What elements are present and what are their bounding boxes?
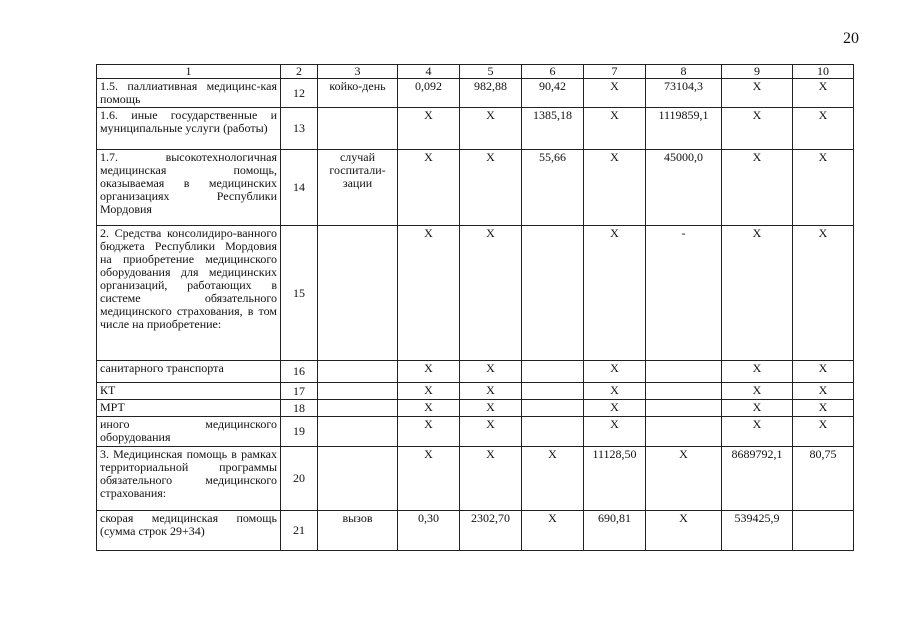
table-cell-c10: Х bbox=[793, 361, 854, 383]
table-cell-c3 bbox=[318, 383, 398, 400]
table-cell-c9: 539425,9 bbox=[722, 511, 793, 551]
table-cell-c3 bbox=[318, 108, 398, 150]
table-cell-c6: 55,66 bbox=[522, 150, 584, 226]
table-cell-c4: Х bbox=[398, 383, 460, 400]
table-cell-c8: - bbox=[646, 226, 722, 361]
table-cell-c9: Х bbox=[722, 417, 793, 447]
table-cell-c7: 11128,50 bbox=[584, 447, 646, 511]
header-cell: 9 bbox=[722, 65, 793, 79]
table-cell-c4: Х bbox=[398, 417, 460, 447]
table-cell-c1: санитарного транспорта bbox=[97, 361, 281, 383]
header-cell: 3 bbox=[318, 65, 398, 79]
table-cell-c3 bbox=[318, 361, 398, 383]
table-cell-c4: Х bbox=[398, 361, 460, 383]
header-cell: 6 bbox=[522, 65, 584, 79]
table-cell-c9: Х bbox=[722, 79, 793, 108]
table-cell-c10: Х bbox=[793, 79, 854, 108]
table-cell-c10: Х bbox=[793, 108, 854, 150]
table-cell-c6: Х bbox=[522, 447, 584, 511]
table-cell-c2: 15 bbox=[281, 226, 318, 361]
table-cell-c2: 21 bbox=[281, 511, 318, 551]
table-cell-c6 bbox=[522, 383, 584, 400]
table-row bbox=[97, 361, 854, 383]
table-cell-c5: 2302,70 bbox=[460, 511, 522, 551]
table-row bbox=[97, 150, 854, 226]
table-cell-c5: Х bbox=[460, 447, 522, 511]
table-cell-c1: иного медицинского оборудования bbox=[97, 417, 281, 447]
table-cell-c5: 982,88 bbox=[460, 79, 522, 108]
table-cell-c3 bbox=[318, 417, 398, 447]
table-cell-c4: 0,30 bbox=[398, 511, 460, 551]
table-cell-c6 bbox=[522, 226, 584, 361]
table-cell-c1: 1.7. высокотехнологичная медицинская помощь, оказываемая в медицинских организациях Республики Мордовия bbox=[97, 150, 281, 226]
table-cell-c4: Х bbox=[398, 226, 460, 361]
table-cell-c8: 45000,0 bbox=[646, 150, 722, 226]
table-cell-c5: Х bbox=[460, 417, 522, 447]
table-cell-c1: 3. Медицинская помощь в рамках территориальной программы обязательного медицинского страхования: bbox=[97, 447, 281, 511]
table-cell-c2: 19 bbox=[281, 417, 318, 447]
table-cell-c8: Х bbox=[646, 511, 722, 551]
table-cell-c3 bbox=[318, 226, 398, 361]
table-cell-c4: Х bbox=[398, 108, 460, 150]
table-row bbox=[97, 383, 854, 400]
table-cell-c10: Х bbox=[793, 400, 854, 417]
table-cell-c8: 73104,3 bbox=[646, 79, 722, 108]
table-cell-c9: Х bbox=[722, 361, 793, 383]
table-cell-c2: 20 bbox=[281, 447, 318, 511]
table-cell-c2: 17 bbox=[281, 383, 318, 400]
table-cell-c8 bbox=[646, 417, 722, 447]
table-cell-c1: 1.6. иные государственные и муниципальные услуги (работы) bbox=[97, 108, 281, 150]
table-cell-c6: Х bbox=[522, 511, 584, 551]
table-cell-c10: 80,75 bbox=[793, 447, 854, 511]
table-cell-c2: 18 bbox=[281, 400, 318, 417]
header-cell: 2 bbox=[281, 65, 318, 79]
table-cell-c7: Х bbox=[584, 383, 646, 400]
table-cell-c1: скорая медицинская помощь (сумма строк 29+34) bbox=[97, 511, 281, 551]
table-cell-c9: Х bbox=[722, 400, 793, 417]
table-row bbox=[97, 79, 854, 108]
table-cell-c3: койко-день bbox=[318, 79, 398, 108]
table-cell-c7: Х bbox=[584, 400, 646, 417]
header-cell: 8 bbox=[646, 65, 722, 79]
table-cell-c7: Х bbox=[584, 79, 646, 108]
table-cell-c7: Х bbox=[584, 361, 646, 383]
table-cell-c5: Х bbox=[460, 108, 522, 150]
table-cell-c7: Х bbox=[584, 226, 646, 361]
table-cell-c8 bbox=[646, 383, 722, 400]
financing-table bbox=[96, 64, 854, 551]
table-cell-c7: Х bbox=[584, 108, 646, 150]
table-cell-c2: 12 bbox=[281, 79, 318, 108]
table-cell-c6 bbox=[522, 417, 584, 447]
table-cell-c1: МРТ bbox=[97, 400, 281, 417]
table-cell-c9: Х bbox=[722, 150, 793, 226]
table-cell-c6 bbox=[522, 361, 584, 383]
table-cell-c2: 13 bbox=[281, 108, 318, 150]
table-cell-c8 bbox=[646, 361, 722, 383]
table-row bbox=[97, 400, 854, 417]
header-cell: 1 bbox=[97, 65, 281, 79]
header-row bbox=[97, 65, 854, 79]
table-cell-c3 bbox=[318, 400, 398, 417]
table-cell-c9: Х bbox=[722, 226, 793, 361]
table-cell-c1: КТ bbox=[97, 383, 281, 400]
table-row bbox=[97, 226, 854, 361]
table-cell-c5: Х bbox=[460, 150, 522, 226]
table-cell-c9: 8689792,1 bbox=[722, 447, 793, 511]
table-cell-c8 bbox=[646, 400, 722, 417]
table-cell-c2: 14 bbox=[281, 150, 318, 226]
table-cell-c10: Х bbox=[793, 150, 854, 226]
table-cell-c5: Х bbox=[460, 400, 522, 417]
table-cell-c6: 1385,18 bbox=[522, 108, 584, 150]
table-cell-c2: 16 bbox=[281, 361, 318, 383]
header-cell: 4 bbox=[398, 65, 460, 79]
table-cell-c10: Х bbox=[793, 383, 854, 400]
table-cell-c10: Х bbox=[793, 226, 854, 361]
table-cell-c9: Х bbox=[722, 383, 793, 400]
table-cell-c6 bbox=[522, 400, 584, 417]
table-cell-c4: Х bbox=[398, 447, 460, 511]
table-cell-c7: Х bbox=[584, 150, 646, 226]
table-cell-c8: 1119859,1 bbox=[646, 108, 722, 150]
table-cell-c3: случай госпитали-зации bbox=[318, 150, 398, 226]
header-cell: 10 bbox=[793, 65, 854, 79]
table-row bbox=[97, 108, 854, 150]
table-cell-c10: Х bbox=[793, 417, 854, 447]
table-row bbox=[97, 417, 854, 447]
table-cell-c3: вызов bbox=[318, 511, 398, 551]
table-cell-c7: 690,81 bbox=[584, 511, 646, 551]
table-cell-c5: Х bbox=[460, 383, 522, 400]
table-cell-c10 bbox=[793, 511, 854, 551]
table-cell-c4: Х bbox=[398, 150, 460, 226]
table-cell-c5: Х bbox=[460, 226, 522, 361]
table-cell-c6: 90,42 bbox=[522, 79, 584, 108]
table-cell-c4: Х bbox=[398, 400, 460, 417]
table-cell-c1: 2. Средства консолидиро-ванного бюджета Республики Мордовия на приобретение медицинского оборудования для медицинских организаций, работающих в системе обязательного медицинского страхования, в том числе на приобретение: bbox=[97, 226, 281, 361]
table-cell-c3 bbox=[318, 447, 398, 511]
table-cell-c9: Х bbox=[722, 108, 793, 150]
table-row bbox=[97, 447, 854, 511]
table-cell-c7: Х bbox=[584, 417, 646, 447]
table-cell-c5: Х bbox=[460, 361, 522, 383]
header-cell: 7 bbox=[584, 65, 646, 79]
table-row bbox=[97, 511, 854, 551]
page-number: 20 bbox=[843, 30, 859, 47]
header-cell: 5 bbox=[460, 65, 522, 79]
table-cell-c1: 1.5. паллиативная медицинс-кая помощь bbox=[97, 79, 281, 108]
table-cell-c4: 0,092 bbox=[398, 79, 460, 108]
table-cell-c8: Х bbox=[646, 447, 722, 511]
